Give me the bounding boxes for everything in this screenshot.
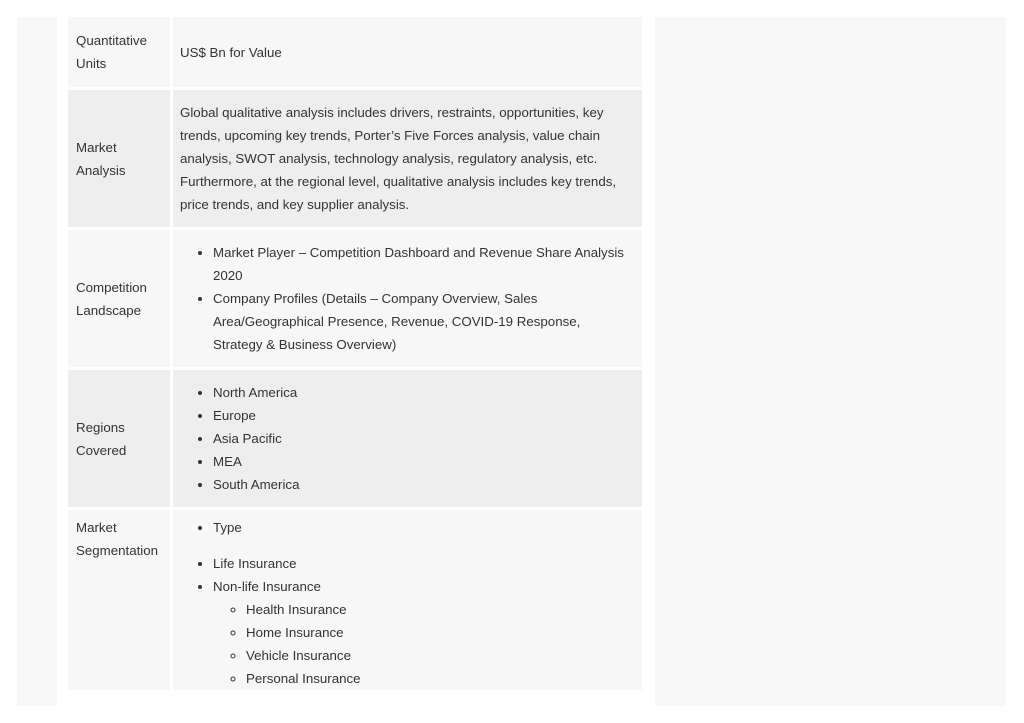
table-row-competition-landscape [68,230,642,367]
row-label: Competition Landscape [68,230,170,367]
list-item: • Asia Pacific [213,427,631,450]
sub-list-item: ◦ Health Insurance [246,598,631,621]
regions-list [180,381,631,496]
right-sidebar-panel [655,17,1006,706]
table-row-market-segmentation [68,510,642,690]
competition-list [180,241,631,356]
list-item: • South America [213,473,631,496]
non-life-sublist [213,598,631,690]
row-label: Regions Covered [68,370,170,507]
row-value [173,230,642,367]
table-row-market-analysis [68,90,642,227]
report-scope-table-container [68,17,642,723]
row-label: Market Segmentation [68,510,170,690]
list-item: • Market Player – Competition Dashboard and Revenue Share Analysis 2020 [213,241,631,287]
row-label: Quantitative Units [68,17,170,87]
list-item: • MEA [213,450,631,473]
list-item: • Europe [213,404,631,427]
table-row-regions-covered [68,370,642,507]
report-scope-table [68,17,642,693]
segmentation-list [180,552,631,690]
list-item [213,575,631,690]
sub-list-item: ◦ Vehicle Insurance [246,644,631,667]
sub-list-item: ◦ Personal Insurance [246,667,631,690]
left-gutter [17,17,57,706]
list-item: • Company Profiles (Details – Company Overview, Sales Area/Geographical Presence, Revenue, COVID-19 Response, Strategy & Business Overview) [213,287,631,356]
list-item: • Life Insurance [213,552,631,575]
sub-list-item: ◦ Home Insurance [246,621,631,644]
row-label: Market Analysis [68,90,170,227]
list-item-label: Non-life Insurance [213,579,321,594]
row-value: US$ Bn for Value [173,17,642,87]
list-item: • Type [213,516,631,539]
row-value [173,370,642,507]
row-value: Global qualitative analysis includes drivers, restraints, opportunities, key trends, upcoming key trends, Porter’s Five Forces analysis, value chain analysis, SWOT analysis, technology analysis, regulatory analysis, etc. Furthermore, at the regional level, qualitative analysis includes key trends, price trends, and key supplier analysis. [173,90,642,227]
row-value [173,510,642,690]
segmentation-type-list [180,516,631,539]
list-item: • North America [213,381,631,404]
table-row-quantitative-units [68,17,642,87]
